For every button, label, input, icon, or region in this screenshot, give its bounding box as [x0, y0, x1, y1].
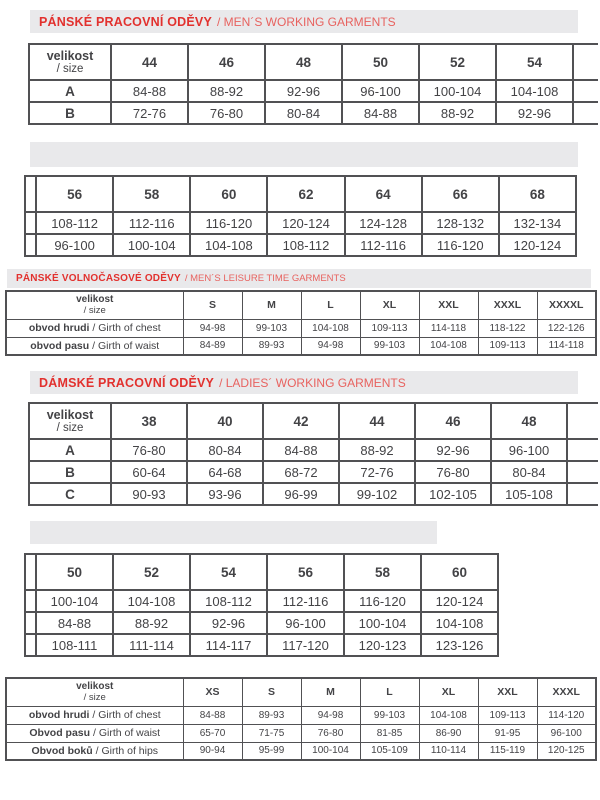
- table-row: [25, 212, 576, 234]
- size-header-cell: 52: [419, 44, 496, 80]
- size-corner-cell: [6, 678, 183, 706]
- value-cell: 86-90: [419, 724, 478, 742]
- value-cell: 64-68: [187, 461, 263, 483]
- value-cell: 94-98: [301, 706, 360, 724]
- value-cell: 120-124: [421, 590, 498, 612]
- size-header-cell: XXXL: [478, 291, 537, 319]
- value-cell: 91-95: [478, 724, 537, 742]
- value-cell: 96-100: [491, 439, 567, 461]
- value-cell: 108-111: [36, 634, 113, 656]
- value-cell: 120-125: [537, 742, 596, 760]
- value-cell: 99-102: [339, 483, 415, 505]
- value-cell: 108-112: [190, 590, 267, 612]
- value-cell: 76-80: [415, 461, 491, 483]
- value-cell: 92-96: [190, 612, 267, 634]
- section-title-czech: PÁNSKÉ PRACOVNÍ ODĚVY: [39, 14, 212, 29]
- value-cell: 123-126: [421, 634, 498, 656]
- row-label-czech: obvod hrudi: [28, 322, 90, 334]
- table-row: [25, 234, 576, 256]
- value-cell: 80-84: [187, 439, 263, 461]
- value-cell: 100-104: [344, 612, 421, 634]
- size-header-cell: 54: [190, 554, 267, 590]
- section-title-czech: PÁNSKÉ VOLNOČASOVÉ ODĚVY: [16, 273, 181, 284]
- cropped-column-cell: [573, 102, 598, 124]
- size-header-cell: 46: [188, 44, 265, 80]
- size-header-cell: 50: [342, 44, 419, 80]
- value-cell: 124-128: [345, 212, 422, 234]
- table-row: [29, 80, 598, 102]
- row-label-cell: B: [29, 461, 111, 483]
- size-corner-cell: [29, 403, 111, 439]
- value-cell: 108-112: [36, 212, 113, 234]
- table-row: [6, 742, 596, 760]
- size-header-cell: 44: [111, 44, 188, 80]
- value-cell: 115-119: [478, 742, 537, 760]
- value-cell: 114-120: [537, 706, 596, 724]
- value-cell: 108-112: [267, 234, 344, 256]
- value-cell: 116-120: [422, 234, 499, 256]
- table-row: [25, 634, 498, 656]
- value-cell: 96-100: [342, 80, 419, 102]
- cropped-column-cell: [25, 554, 36, 590]
- row-label-english: / Girth of chest: [92, 709, 161, 721]
- value-cell: 104-108: [113, 590, 190, 612]
- value-cell: 96-100: [537, 724, 596, 742]
- value-cell: 104-108: [419, 337, 478, 355]
- row-label-cell: [6, 742, 183, 760]
- size-header-cell: XL: [360, 291, 419, 319]
- value-cell: 96-100: [267, 612, 344, 634]
- size-corner-cell: [6, 291, 183, 319]
- size-header-cell: XXL: [419, 291, 478, 319]
- corner-line2: / size: [83, 692, 106, 704]
- value-cell: 95-99: [242, 742, 301, 760]
- value-cell: 80-84: [491, 461, 567, 483]
- value-cell: 109-113: [478, 337, 537, 355]
- value-cell: 90-94: [183, 742, 242, 760]
- value-cell: 120-124: [499, 234, 576, 256]
- cropped-column-cell: [567, 483, 598, 505]
- value-cell: 104-108: [421, 612, 498, 634]
- ladies-working-table-1-viewport: [28, 402, 598, 506]
- value-cell: 120-123: [344, 634, 421, 656]
- value-cell: 100-104: [113, 234, 190, 256]
- value-cell: 94-98: [183, 319, 242, 337]
- size-header-cell: 56: [36, 176, 113, 212]
- value-cell: 89-93: [242, 706, 301, 724]
- size-header-row: [29, 403, 598, 439]
- row-label-english: / Girth of waist: [93, 727, 161, 739]
- value-cell: 76-80: [188, 102, 265, 124]
- value-cell: 84-88: [183, 706, 242, 724]
- corner-line2: / size: [56, 421, 84, 434]
- size-header-cell: 58: [113, 176, 190, 212]
- value-cell: 72-76: [111, 102, 188, 124]
- mens-working-table-1-viewport: [28, 43, 598, 125]
- cropped-column-cell: [25, 590, 36, 612]
- ladies-working-size-table-2: [24, 553, 499, 657]
- table-row: [29, 483, 598, 505]
- value-cell: 84-88: [263, 439, 339, 461]
- row-label-cell: B: [29, 102, 111, 124]
- value-cell: 84-88: [36, 612, 113, 634]
- value-cell: 114-117: [190, 634, 267, 656]
- section-title-ladies-working: [30, 371, 578, 394]
- value-cell: 89-93: [242, 337, 301, 355]
- size-header-cell: 56: [267, 554, 344, 590]
- value-cell: 122-126: [537, 319, 596, 337]
- value-cell: 60-64: [111, 461, 187, 483]
- row-label-cell: [6, 706, 183, 724]
- size-header-cell: 48: [265, 44, 342, 80]
- section-bar-mens-working: [30, 10, 578, 33]
- size-header-row: [25, 554, 498, 590]
- value-cell: 96-99: [263, 483, 339, 505]
- table-row: [29, 439, 598, 461]
- cropped-column-cell: [573, 80, 598, 102]
- value-cell: 110-114: [419, 742, 478, 760]
- value-cell: 99-103: [360, 706, 419, 724]
- size-header-cell: XXL: [478, 678, 537, 706]
- row-label-english: / Girth of hips: [95, 744, 159, 757]
- ladies-working-size-table-1: [28, 402, 598, 506]
- size-header-cell: XXXXL: [537, 291, 596, 319]
- divider-bar: [30, 142, 578, 167]
- section-title-english: / MEN´S WORKING GARMENTS: [216, 14, 396, 29]
- row-label-czech: obvod pasu: [30, 339, 90, 352]
- cropped-column-cell: [25, 176, 36, 212]
- value-cell: 76-80: [301, 724, 360, 742]
- value-cell: 112-116: [267, 590, 344, 612]
- size-header-cell: 38: [111, 403, 187, 439]
- value-cell: 112-116: [113, 212, 190, 234]
- size-header-cell: 58: [344, 554, 421, 590]
- value-cell: 114-118: [537, 337, 596, 355]
- value-cell: 132-134: [499, 212, 576, 234]
- cropped-column-cell: [573, 44, 598, 80]
- value-cell: 88-92: [339, 439, 415, 461]
- value-cell: 128-132: [422, 212, 499, 234]
- table-row: [29, 102, 598, 124]
- value-cell: 118-122: [478, 319, 537, 337]
- table-row: [25, 590, 498, 612]
- cropped-column-cell: [567, 461, 598, 483]
- size-header-cell: XXXL: [537, 678, 596, 706]
- corner-line2: / size: [83, 305, 106, 317]
- value-cell: 94-98: [301, 337, 360, 355]
- size-header-row: [29, 44, 598, 80]
- mens-working-size-table-2: [24, 175, 577, 257]
- row-label-cell: C: [29, 483, 111, 505]
- size-header-cell: L: [301, 291, 360, 319]
- value-cell: 72-76: [339, 461, 415, 483]
- value-cell: 104-108: [496, 80, 573, 102]
- size-header-cell: L: [360, 678, 419, 706]
- size-header-cell: 52: [113, 554, 190, 590]
- value-cell: 104-108: [419, 706, 478, 724]
- value-cell: 92-96: [265, 80, 342, 102]
- value-cell: 76-80: [111, 439, 187, 461]
- row-label-english: / Girth of waist: [92, 339, 160, 352]
- row-label-czech: Obvod boků: [31, 744, 93, 757]
- section-title-mens-leisure: [7, 269, 591, 288]
- cropped-column-cell: [567, 403, 598, 439]
- corner-line2: / size: [56, 62, 84, 75]
- section-bar-mens-leisure: [7, 269, 591, 288]
- section-title-czech: DÁMSKÉ PRACOVNÍ ODĚVY: [39, 375, 215, 390]
- value-cell: 100-104: [36, 590, 113, 612]
- value-cell: 92-96: [415, 439, 491, 461]
- size-corner-cell: [29, 44, 111, 80]
- size-header-cell: 66: [422, 176, 499, 212]
- value-cell: 100-104: [301, 742, 360, 760]
- row-label-czech: obvod hrudi: [28, 709, 90, 721]
- size-header-cell: M: [301, 678, 360, 706]
- row-label-cell: [6, 724, 183, 742]
- value-cell: 114-118: [419, 319, 478, 337]
- row-label-cell: [6, 337, 183, 355]
- row-label-cell: A: [29, 80, 111, 102]
- value-cell: 88-92: [188, 80, 265, 102]
- size-header-cell: 40: [187, 403, 263, 439]
- value-cell: 109-113: [360, 319, 419, 337]
- row-label-cell: A: [29, 439, 111, 461]
- cropped-column-cell: [25, 634, 36, 656]
- value-cell: 88-92: [419, 102, 496, 124]
- value-cell: 81-85: [360, 724, 419, 742]
- table-row: [6, 337, 596, 355]
- value-cell: 117-120: [267, 634, 344, 656]
- table-row: [6, 706, 596, 724]
- size-header-cell: S: [183, 291, 242, 319]
- value-cell: 88-92: [113, 612, 190, 634]
- size-header-cell: XS: [183, 678, 242, 706]
- value-cell: 120-124: [267, 212, 344, 234]
- size-header-cell: 64: [345, 176, 422, 212]
- ladies-girth-size-table: [5, 677, 597, 761]
- value-cell: 99-103: [242, 319, 301, 337]
- row-label-czech: Obvod pasu: [29, 727, 91, 739]
- mens-working-size-table-1: [28, 43, 598, 125]
- size-header-cell: S: [242, 678, 301, 706]
- value-cell: 109-113: [478, 706, 537, 724]
- size-header-row: [6, 291, 596, 319]
- value-cell: 105-109: [360, 742, 419, 760]
- cropped-column-cell: [25, 234, 36, 256]
- size-header-cell: 44: [339, 403, 415, 439]
- cropped-column-cell: [25, 212, 36, 234]
- value-cell: 104-108: [190, 234, 267, 256]
- value-cell: 116-120: [344, 590, 421, 612]
- value-cell: 111-114: [113, 634, 190, 656]
- value-cell: 80-84: [265, 102, 342, 124]
- value-cell: 84-88: [111, 80, 188, 102]
- value-cell: 104-108: [301, 319, 360, 337]
- row-label-english: / Girth of chest: [92, 322, 161, 334]
- section-title-english: / MEN´S LEISURE TIME GARMENTS: [184, 273, 346, 284]
- size-header-cell: 46: [415, 403, 491, 439]
- size-header-row: [25, 176, 576, 212]
- value-cell: 102-105: [415, 483, 491, 505]
- size-header-cell: XL: [419, 678, 478, 706]
- size-header-cell: 62: [267, 176, 344, 212]
- size-header-cell: M: [242, 291, 301, 319]
- value-cell: 71-75: [242, 724, 301, 742]
- cropped-column-cell: [25, 612, 36, 634]
- corner-line1: velikost: [46, 48, 94, 63]
- value-cell: 92-96: [496, 102, 573, 124]
- size-header-cell: 50: [36, 554, 113, 590]
- table-row: [6, 724, 596, 742]
- corner-line1: velikost: [76, 681, 114, 693]
- size-header-cell: 48: [491, 403, 567, 439]
- table-row: [6, 319, 596, 337]
- divider-bar: [30, 521, 437, 544]
- size-header-cell: 60: [421, 554, 498, 590]
- section-title-english: / LADIES´ WORKING GARMENTS: [219, 375, 406, 390]
- cropped-column-cell: [567, 439, 598, 461]
- value-cell: 116-120: [190, 212, 267, 234]
- value-cell: 90-93: [111, 483, 187, 505]
- section-bar-ladies-working: [30, 371, 578, 394]
- section-title-mens-working: [30, 10, 578, 33]
- value-cell: 112-116: [345, 234, 422, 256]
- value-cell: 93-96: [187, 483, 263, 505]
- value-cell: 100-104: [419, 80, 496, 102]
- value-cell: 99-103: [360, 337, 419, 355]
- value-cell: 68-72: [263, 461, 339, 483]
- value-cell: 84-89: [183, 337, 242, 355]
- size-header-cell: 42: [263, 403, 339, 439]
- corner-line1: velikost: [76, 294, 114, 306]
- size-header-cell: 60: [190, 176, 267, 212]
- value-cell: 84-88: [342, 102, 419, 124]
- value-cell: 65-70: [183, 724, 242, 742]
- table-row: [29, 461, 598, 483]
- value-cell: 105-108: [491, 483, 567, 505]
- size-header-row: [6, 678, 596, 706]
- size-header-cell: 54: [496, 44, 573, 80]
- mens-leisure-size-table: [5, 290, 597, 356]
- row-label-cell: [6, 319, 183, 337]
- value-cell: 96-100: [36, 234, 113, 256]
- corner-line1: velikost: [46, 407, 94, 422]
- table-row: [25, 612, 498, 634]
- size-header-cell: 68: [499, 176, 576, 212]
